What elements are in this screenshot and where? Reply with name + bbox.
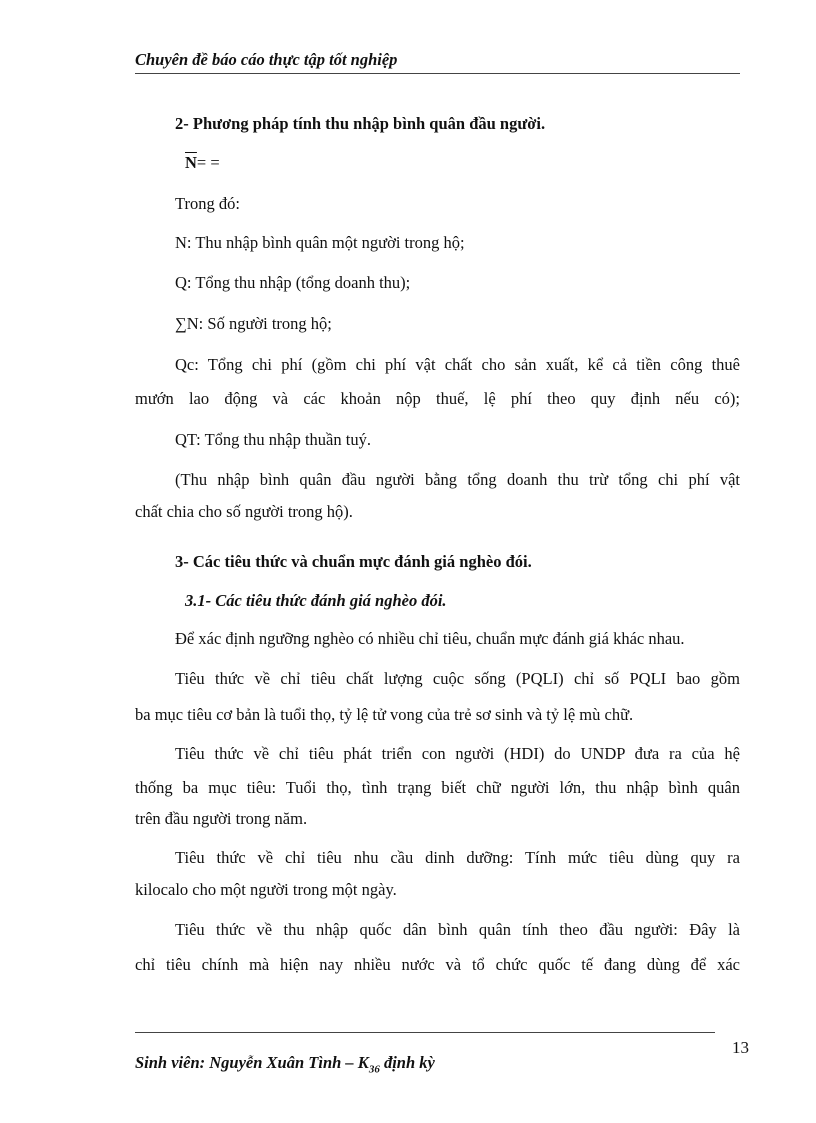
para-line: ba mục tiêu cơ bản là tuổi thọ, tỷ lệ tử vong của trẻ sơ sinh và tỷ lệ mù chữ. (135, 705, 634, 724)
para-line: trên đầu người trong năm. (135, 809, 308, 828)
para-line: Qc: Tổng chi phí (gồm chi phí vật chất cho sản xuất, kể cả tiền công thuê (175, 355, 740, 374)
formula-symbol: $\overline{N}$ (185, 153, 197, 172)
footer-student-prefix: Sinh viên: Nguyễn Xuân Tình – K (135, 1053, 369, 1072)
formula (135, 153, 740, 173)
footer-student-sub: 36 (368, 1063, 380, 1076)
para-line: QT: Tổng thu nhập thuần tuý. (175, 430, 371, 449)
section-2-heading: 2- Phương pháp tính thu nhập bình quân đầu người. (175, 114, 546, 133)
section-3-1-heading: 3.1- Các tiêu thức đánh giá nghèo đói. (185, 591, 447, 610)
para-line: mướn lao động và các khoản nộp thuế, lệ phí theo quy định nếu có); (135, 389, 740, 408)
para-line: Tiêu thức về chỉ tiêu chất lượng cuộc sống (PQLI) chỉ số PQLI bao gồm (175, 669, 740, 688)
para-line: ∑N: Số người trong hộ; (175, 314, 332, 333)
footer-divider (135, 1032, 715, 1033)
para-line: kilocalo cho một người trong một ngày. (135, 880, 397, 899)
para-line: chỉ tiêu chính mà hiện nay nhiều nước và tổ chức quốc tế đang dùng để xác (135, 955, 740, 974)
para-line: Trong đó: (175, 194, 240, 213)
para-line: Tiêu thức về thu nhập quốc dân bình quân tính theo đầu người: Đây là (175, 920, 740, 939)
para-line: thống ba mục tiêu: Tuổi thọ, tình trạng biết chữ người lớn, thu nhập bình quân (135, 778, 740, 797)
para-line: (Thu nhập bình quân đầu người bằng tổng doanh thu trừ tổng chi phí vật (175, 470, 740, 489)
page-header: Chuyên đề báo cáo thực tập tốt nghiệp (135, 50, 740, 74)
page-footer (135, 1053, 435, 1075)
footer-student-suffix: định kỳ (379, 1053, 435, 1072)
para-line: Tiêu thức về chỉ tiêu phát triển con người (HDI) do UNDP đưa ra của hệ (175, 744, 740, 763)
para-line: Để xác định ngưỡng nghèo có nhiều chỉ tiêu, chuẩn mực đánh giá khác nhau. (175, 629, 685, 648)
formula-rest: = = (196, 153, 220, 172)
page-number: 13 (732, 1038, 749, 1057)
para-line: Tiêu thức về chỉ tiêu nhu cầu dinh dưỡng: Tính mức tiêu dùng quy ra (175, 848, 740, 867)
para-line: Q: Tổng thu nhập (tổng doanh thu); (175, 273, 411, 292)
para-line: N: Thu nhập bình quân một người trong hộ; (175, 233, 465, 252)
section-3-heading: 3- Các tiêu thức và chuẩn mực đánh giá nghèo đói. (175, 552, 532, 571)
para-line: chất chia cho số người trong hộ). (135, 502, 353, 521)
